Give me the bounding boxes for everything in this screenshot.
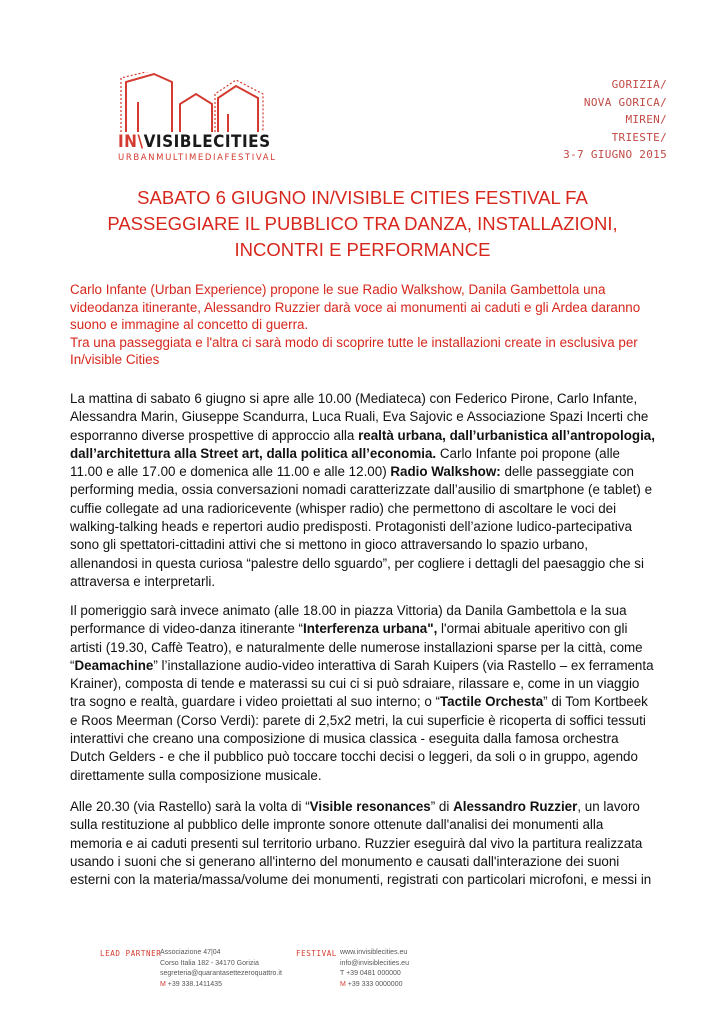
lead-partner-label: LEAD PARTNER xyxy=(100,949,162,958)
festival-contact: www.invisiblecities.eu info@invisiblecities.eu T +39 0481 000000 M +39 333 0000000 xyxy=(340,949,409,988)
body-paragraph-evening: Alle 20.30 (via Rastello) sarà la volta di “Visible resonances” di Alessandro Ruzzier, un lavoro sulla restituzione al pubblico delle impronte sonore ottenute dall'analisi dei monumenti alla memoria e ai caduti presenti sul territorio urbano. Ruzzier eseguirà dal vivo la partitura realizzata usando i suoni che si generano all'interno del monumento e causati dall'interazione dei suoni esterni con la materia/massa/volume dei monumenti, registrati con particolari microfoni, e messi in xyxy=(70,799,652,888)
logo-subtitle: URBANMULTIMEDIAFESTIVAL xyxy=(118,153,277,163)
festival-dates: 3-7 GIUGNO 2015 xyxy=(563,148,667,161)
body-paragraph-afternoon: Il pomeriggio sarà invece animato (alle 18.00 in piazza Vittoria) da Danila Gambettola e la sua performance di video-danza itinerante “Interferenza urbana", l'ormai abituale aperitivo con gli artisti (19.30, Caffè Teatro), e naturalmente delle numerose installazioni sparse per la città, come “Deamachine” l’installazione audio-video interattiva di Sarah Kuipers (via Rastello – ex ferramenta Krainer), composta di tende e materassi su cui ci si può sdraiare, rilassare e, come in un viaggio tra sogno e realtà, guardare i video proiettati al suo interno; o “Tactile Orchesta” di Tom Kortbeek e Roos Meerman (Corso Verdi): parete di 2,5x2 metri, la cui superficie è ricoperta di soffici tessuti interattivi che creano una composizione di musica classica - eseguita dalla famosa orchestra Dutch Gelders - e che il pubblico può toccare tocchi decisi o leggeri, da soli o in gruppo, agendo direttamente sulla composizione musicale. xyxy=(70,603,654,783)
festival-email[interactable]: info@invisiblecities.eu xyxy=(340,959,409,967)
lead-paragraph: Carlo Infante (Urban Experience) propone le sue Radio Walkshow, Danila Gambettola una videodanza itinerante, Alessandro Ruzzier darà voce ai monumenti ai caduti e gli Ardea daranno suono e immagine al concetto di guerra. Tra una passeggiata e l'altra ci sarà modo di scoprire tutte le installazioni create in esclusiva per In/visible Cities xyxy=(70,282,641,367)
press-release-headline: SABATO 6 GIUGNO IN/VISIBLE CITIES FESTIVAL FA PASSEGGIARE IL PUBBLICO TRA DANZA, INSTALLAZIONI, INCONTRI E PERFORMANCE xyxy=(107,187,618,260)
festival-website-link[interactable]: www.invisiblecities.eu xyxy=(340,949,408,956)
city-line: NOVA GORICA/ xyxy=(583,95,667,109)
city-line: GORIZIA/ xyxy=(611,78,667,91)
festival-label: FESTIVAL xyxy=(296,949,337,958)
festival-locations xyxy=(563,76,667,164)
body-paragraph-morning: La mattina di sabato 6 giugno si apre alle 10.00 (Mediateca) con Federico Pirone, Carlo Infante, Alessandra Marin, Giuseppe Scandurra, Luca Ruali, Eva Sajovic e Associazione Spazi Incerti che esporranno diverse prospettive di approccio alla realtà urbana, dall’urbanistica all’antropologia, dall’architettura alla Street art, dalla politica all’economia. Carlo Infante poi propone (alle 11.00 e alle 17.00 e domenica alle 11.00 e alle 12.00) Radio Walkshow: delle passeggiate con performing media, ossia conversazioni nomadi caratterizzate dall’ausilio di smartphone (e tablet) e cuffie collegate ad una radioricevente (whisper radio) che permettono di ascoltare le voci dei walking-talking heads e repertori audio predisposti. Protagonisti dell’azione ludico-partecipativa sono gli spettatori-cittadini attivi che si mettono in gioco attraversando lo spazio urbano, allenandosi in questa curiosa “palestre dello sguardo”, per cogliere i dettagli del paesaggio che si attraversa e interpretarli. xyxy=(70,391,655,589)
city-line: TRIESTE/ xyxy=(611,130,667,144)
city-line: MIREN/ xyxy=(625,113,667,126)
lead-partner-contact: Associazione 47|04 Corso Italia 182 - 34170 Gorizia segreteria@quarantasettezeroquattro.it M +39 338.1411435 xyxy=(160,949,282,988)
lead-partner-email[interactable]: segreteria@quarantasettezeroquattro.it xyxy=(160,970,282,977)
logo-wordmark: IN\VISIBLECITIES xyxy=(118,132,271,152)
